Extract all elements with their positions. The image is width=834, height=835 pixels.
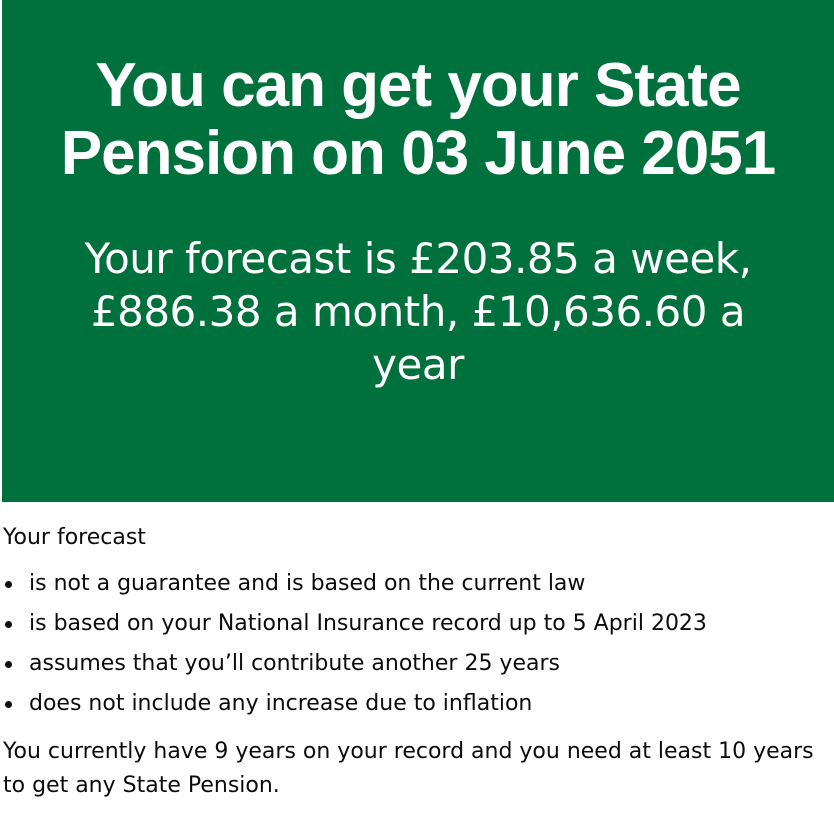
list-item: is based on your National Insurance record up to 5 April 2023 [3, 609, 823, 639]
forecast-details [3, 523, 823, 803]
forecast-amounts: Your forecast is £203.85 a week, £886.38 a month, £10,636.60 a year [84, 234, 752, 389]
panel-title: You can get your State Pension on 03 June 2051 [60, 51, 776, 188]
list-item: assumes that you’ll contribute another 25 years [3, 649, 823, 679]
forecast-conditions-list [3, 569, 823, 719]
list-item: is not a guarantee and is based on the current law [3, 569, 823, 599]
confirmation-panel [2, 0, 834, 502]
record-summary: You currently have 9 years on your record and you need at least 10 years to get any State Pension. [3, 739, 814, 798]
forecast-intro: Your forecast [3, 525, 146, 550]
list-item: does not include any increase due to inflation [3, 689, 823, 719]
